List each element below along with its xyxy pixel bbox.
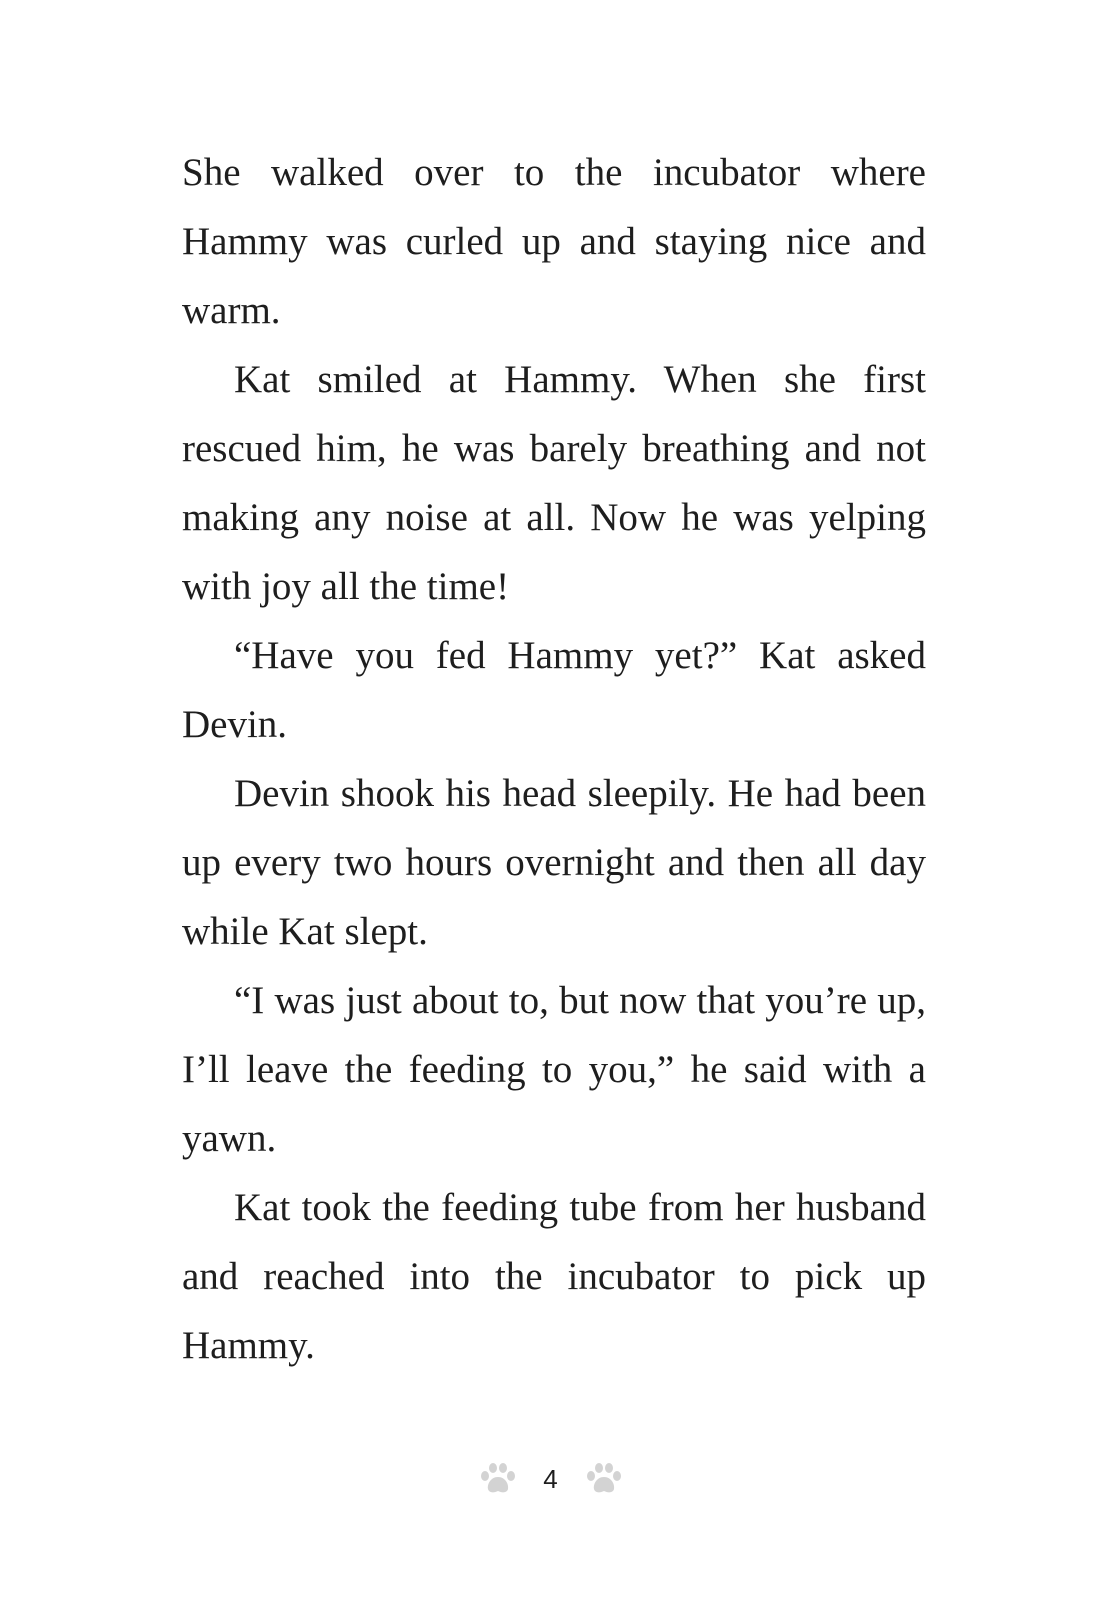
paragraph: “Have you fed Hammy yet?” Kat asked Devin.	[182, 634, 926, 746]
paragraph: Devin shook his head sleepily. He had been up every two hours overnight and then all day while Kat slept.	[182, 772, 926, 953]
paw-print-icon	[585, 1462, 623, 1496]
page-number: 4	[543, 1464, 558, 1494]
paragraph: “I was just about to, but now that you’re up, I’ll leave the feeding to you,” he said with a yawn.	[182, 979, 926, 1160]
paragraph: She walked over to the incubator where Hammy was curled up and staying nice and warm.	[182, 151, 926, 332]
paw-print-icon	[479, 1462, 517, 1496]
page-footer	[0, 1457, 1101, 1501]
body-text	[182, 138, 926, 1380]
paragraph: Kat smiled at Hammy. When she first rescued him, he was barely breathing and not making any noise at all. Now he was yelping with joy all the time!	[182, 358, 926, 608]
paragraph: Kat took the feeding tube from her husband and reached into the incubator to pick up Hammy.	[182, 1186, 926, 1367]
